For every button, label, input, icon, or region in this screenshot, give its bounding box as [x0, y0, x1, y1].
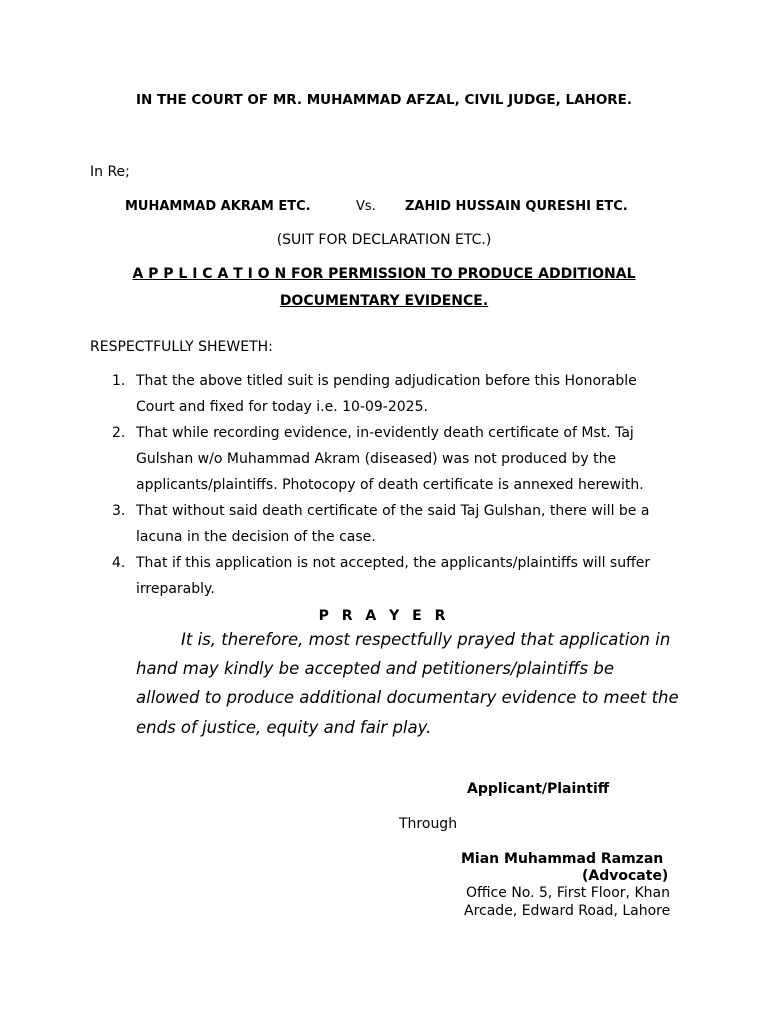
plaintiff-name: MUHAMMAD AKRAM ETC.: [125, 199, 311, 214]
list-item-line: Court and fixed for today i.e. 10-09-2025.: [136, 399, 428, 415]
office-address-line: Office No. 5, First Floor, Khan: [466, 885, 670, 901]
application-title-line: DOCUMENTARY EVIDENCE.: [279, 293, 489, 309]
list-item-line: irreparably.: [136, 581, 215, 597]
prayer-line: hand may kindly be accepted and petitioners/plaintiffs be: [136, 659, 614, 678]
court-heading: IN THE COURT OF MR. MUHAMMAD AFZAL, CIVIL JUDGE, LAHORE.: [135, 92, 633, 108]
list-item-number: 1.: [112, 373, 126, 389]
advocate-title: (Advocate): [582, 868, 669, 884]
signatory-role: Applicant/Plaintiff: [467, 781, 610, 797]
list-item-line: That if this application is not accepted, the applicants/plaintiffs will suffer: [136, 555, 651, 571]
through-label: Through: [399, 816, 458, 832]
prayer-line: ends of justice, equity and fair play.: [136, 718, 432, 737]
office-address-line: Arcade, Edward Road, Lahore: [464, 903, 671, 919]
versus-label: Vs.: [356, 199, 376, 214]
list-item-number: 2.: [112, 425, 126, 441]
list-item-line: That without said death certificate of the said Taj Gulshan, there will be a: [136, 503, 650, 519]
suit-type: (SUIT FOR DECLARATION ETC.): [276, 232, 492, 248]
list-item-number: 3.: [112, 503, 126, 519]
prayer-line: It is, therefore, most respectfully prayed that application in: [181, 630, 671, 649]
list-item-number: 4.: [112, 555, 126, 571]
in-re-label: In Re;: [90, 164, 130, 180]
defendant-name: ZAHID HUSSAIN QURESHI ETC.: [405, 199, 628, 214]
list-item-line: That the above titled suit is pending adjudication before this Honorable: [136, 373, 637, 389]
prayer-heading: P R A Y E R: [318, 608, 450, 624]
list-item-line: lacuna in the decision of the case.: [136, 529, 376, 545]
list-item-line: applicants/plaintiffs. Photocopy of death certificate is annexed herewith.: [136, 477, 644, 493]
advocate-name: Mian Muhammad Ramzan: [461, 851, 664, 867]
prayer-line: allowed to produce additional documentary evidence to meet the: [136, 688, 679, 707]
list-item-line: Gulshan w/o Muhammad Akram (diseased) was not produced by the: [136, 451, 617, 467]
list-item-line: That while recording evidence, in-evidently death certificate of Mst. Taj: [136, 425, 634, 441]
application-title-line: A P P L I C A T I O N FOR PERMISSION TO PRODUCE ADDITIONAL: [132, 266, 636, 282]
salutation: RESPECTFULLY SHEWETH:: [90, 339, 273, 355]
